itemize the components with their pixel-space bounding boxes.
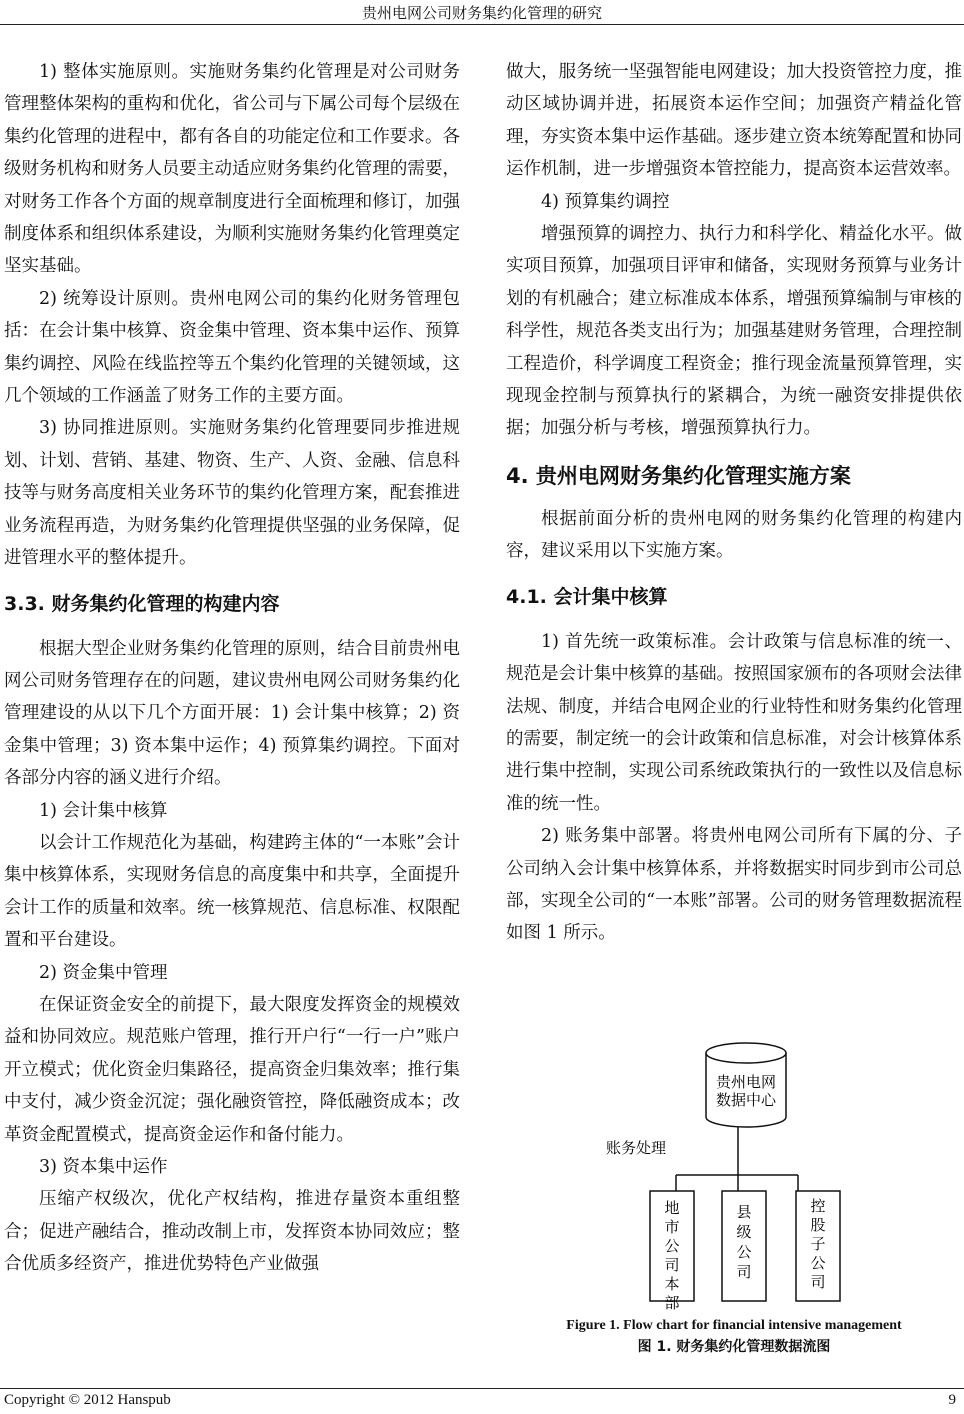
database-label-line1: 贵州电网: [715, 1073, 777, 1091]
right-column: [506, 56, 962, 950]
database-label-line2: 数据中心: [715, 1091, 777, 1109]
paragraph: 1) 会计集中核算: [39, 800, 168, 821]
paragraph: 3) 协同推进原则。实施财务集约化管理要同步推进规划、计划、营销、基建、物资、生产、人资、金融、信息科技等与财务高度相关业务环节的集约化管理方案，配套推进业务流程再造，为财务集约化管理提供坚强的业务保障，促进管理水平的整体提升。: [4, 418, 460, 569]
paragraph: 2) 资金集中管理: [39, 962, 168, 983]
page-number: 9: [948, 1392, 956, 1408]
paragraph: 增强预算的调控力、执行力和科学化、精益化水平。做实项目预算，加强项目评审和储备，实现财务预算与业务计划的有机融合；建立标准成本体系，增强预算编制与审核的科学性，规范各类支出行为；加强基建财务管理，合理控制工程造价，科学调度工程资金；推行现金流量预算管理，实现现金控制与预算执行的紧耦合，为统一融资安排提供依据；加强分析与考核，增强预算执行力。: [506, 224, 962, 439]
paragraph: 根据大型企业财务集约化管理的原则，结合目前贵州电网公司财务管理存在的问题，建议贵州电网公司财务集约化管理建设的从以下几个方面开展：1) 会计集中核算；2) 资金集中管理；3) 资本集中运作；4) 预算集约调控。下面对各部分内容的涵义进行介绍。: [4, 638, 460, 789]
node-label-char: 级: [736, 1223, 752, 1241]
flowchart-svg: [506, 1035, 962, 1315]
node-city-company-label: [664, 1199, 679, 1312]
paragraph: 根据前面分析的贵州电网的财务集约化管理的构建内容，建议采用以下实施方案。: [506, 508, 962, 562]
node-label-char: 公: [664, 1237, 680, 1255]
paragraph: 3) 资本集中运作: [39, 1157, 168, 1177]
header-rule: [0, 24, 964, 25]
paragraph: 2) 账务集中部署。将贵州电网公司所有下属的分、子公司纳入会计集中核算体系，并将数据实时同步到市公司总部，实现全公司的“一本账”部署。公司的财务管理数据流程如图 1 所示。: [506, 826, 962, 944]
paragraph: 4) 预算集约调控: [541, 191, 670, 212]
node-label-char: 公: [810, 1254, 826, 1272]
node-label-char: 股: [810, 1216, 826, 1234]
section-heading-4: 4. 贵州电网财务集约化管理实施方案: [506, 463, 851, 488]
running-header: 贵州电网公司财务集约化管理的研究: [361, 4, 602, 22]
node-label-char: 司: [736, 1263, 752, 1281]
paragraph: 1) 整体实施原则。实施财务集约化管理是对公司财务管理整体架构的重构和优化，省公司与下属公司每个层级在集约化管理的进程中，都有各自的功能定位和工作要求。各级财务机构和财务人员要主动适应财务集约化管理的需要，对财务工作各个方面的规章制度进行全面梳理和修订，加强制度体系和组织体系建设，为顺利实施财务集约化管理奠定坚实基础。: [4, 62, 460, 277]
footer-rule: [0, 1388, 964, 1389]
section-heading-4-1: 4.1. 会计集中核算: [506, 585, 668, 608]
node-holding-subsidiary: [796, 1191, 840, 1301]
node-city-company: [650, 1191, 694, 1312]
node-label-char: 司: [810, 1273, 826, 1291]
connector-lines: [676, 1127, 798, 1191]
node-label-char: 市: [664, 1218, 680, 1236]
figure-caption-en: Figure 1. Flow chart for financial intensive management: [566, 1318, 902, 1333]
section-heading-3-3: 3.3. 财务集约化管理的构建内容: [4, 592, 280, 615]
edge-label: 账务处理: [605, 1139, 667, 1157]
figure-1-flowchart: [506, 1035, 962, 1365]
node-label-char: 本: [664, 1275, 680, 1293]
paragraph: 1) 首先统一政策标准。会计政策与信息标准的统一、规范是会计集中核算的基础。按照国家颁布的各项财会法律法规、制度，并结合电网企业的行业特性和财务集约化管理的需要，制定统一的会计政策和信息标准，对会计核算体系进行集中控制，实现公司系统政策执行的一致性以及信息标准的统一性。: [506, 631, 962, 814]
node-label-char: 控: [810, 1197, 826, 1215]
figure-caption-zh: 图 1. 财务集约化管理数据流图: [637, 1339, 831, 1355]
paragraph: 压缩产权级次，优化产权结构，推进存量资本重组整合；促进产融结合，推动改制上市，发挥资本协同效应；整合优质多经资产，推进优势特色产业做强: [4, 1189, 460, 1275]
node-label-char: 子: [810, 1235, 826, 1253]
database-cylinder: [706, 1043, 786, 1127]
paragraph: 做大，服务统一坚强智能电网建设；加大投资管控力度，推动区域协调并进，拓展资本运作空间；加强资产精益化管理，夯实资本集中运作基础。逐步建立资本统筹配置和协同运作机制，进一步增强资本管控能力，提高资本运营效率。: [506, 62, 962, 180]
node-county-company: [722, 1191, 766, 1301]
node-holding-subsidiary-label: [810, 1197, 825, 1291]
paragraph: 2) 统筹设计原则。贵州电网公司的集约化财务管理包括：在会计集中核算、资金集中管理、资本集中运作、预算集约调控、风险在线监控等五个集约化管理的关键领域，这几个领域的工作涵盖了财务工作的主要方面。: [4, 288, 460, 407]
paragraph: 在保证资金安全的前提下，最大限度发挥资金的规模效益和协同效应。规范账户管理，推行开户行“一行一户”账户开立模式；优化资金归集路径，提高资金归集效率；推行集中支付，减少资金沉淀；强化融资管控，降低融资成本；改革资金配置模式，提高资金运作和备付能力。: [4, 994, 460, 1145]
node-label-char: 地: [664, 1199, 680, 1217]
paragraph: 以会计工作规范化为基础，构建跨主体的“一本账”会计集中核算体系，实现财务信息的高度集中和共享，全面提升会计工作的质量和效率。统一核算规范、信息标准、权限配置和平台建设。: [4, 832, 460, 951]
left-column: [4, 56, 460, 1281]
node-label-char: 公: [736, 1243, 752, 1261]
node-label-char: 县: [736, 1203, 752, 1221]
node-label-char: 部: [664, 1294, 680, 1312]
footer-copyright: Copyright © 2012 Hanspub: [4, 1392, 171, 1408]
node-label-char: 司: [664, 1256, 680, 1274]
